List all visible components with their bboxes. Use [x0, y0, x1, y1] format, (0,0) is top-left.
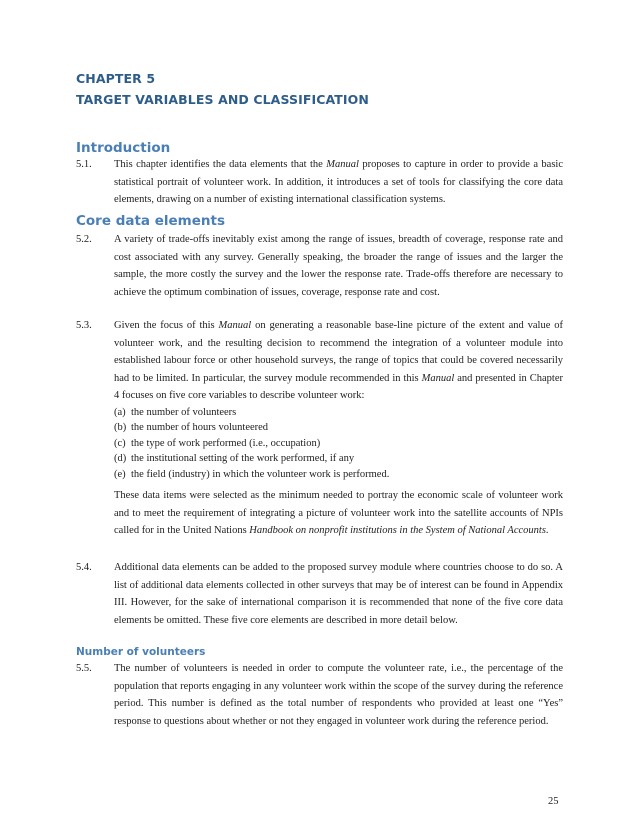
paragraph-number: 5.4. — [76, 562, 92, 573]
core-variables-list — [114, 405, 563, 482]
chapter-number: CHAPTER 5 — [76, 71, 156, 86]
list-item: (d) the institutional setting of the work performed, if any — [114, 453, 355, 465]
paragraph-text: The number of volunteers is needed in order to compute the volunteer rate, i.e., the percentage of the population that reports engaging in any volunteer work within the scope of the survey during the reference period. This number is defined as the total number of respondents who provided at least one “Yes” response to questions about whether or not they engaged in volunteer work during the reference period. — [114, 663, 563, 727]
list-item: (b) the number of hours volunteered — [114, 422, 269, 434]
paragraph-number: 5.1. — [76, 159, 92, 170]
list-item: (c) the type of work performed (i.e., occupation) — [114, 437, 321, 449]
paragraph-number: 5.3. — [76, 320, 92, 331]
paragraph-5-1 — [76, 156, 563, 209]
chapter-title: TARGET VARIABLES AND CLASSIFICATION — [76, 92, 369, 107]
page-number: 25 — [548, 796, 559, 807]
paragraph-5-5 — [76, 660, 563, 730]
paragraph-text: Additional data elements can be added to the proposed survey module where countries choose to do so. A list of additional data elements collected in other surveys that may be of interest can be found in Appendix III. However, for the sake of international comparison it is recommended that none of the five core data elements be omitted. These five core elements are described in more detail below. — [114, 562, 563, 626]
paragraph-text: These data items were selected as the minimum needed to portray the economic scale of volunteer work and to meet the requirement of integrating a picture of volunteer work into the satellite accounts of NPIs called for in the United Nations Handbook on nonprofit institutions in the System of National Accounts. — [114, 490, 563, 537]
paragraph-5-2 — [76, 231, 563, 301]
paragraph-5-3 — [76, 317, 563, 405]
paragraph-5-4 — [76, 559, 563, 629]
paragraph-5-3-continued — [76, 487, 563, 540]
heading-number-of-volunteers: Number of volunteers — [76, 646, 206, 658]
paragraph-number: 5.2. — [76, 234, 92, 245]
paragraph-text: Given the focus of this Manual on generating a reasonable base-line picture of the extent and value of volunteer work, and the resulting decision to recommend the integration of a volunteer module into established labour force or other household surveys, the range of topics that could be covered necessarily had to be limited. In particular, the survey module recommended in this Manual and presented in Chapter 4 focuses on five core variables to describe volunteer work: — [114, 320, 563, 402]
list-item: (e) the field (industry) in which the volunteer work is performed. — [114, 468, 390, 480]
list-item: (a) the number of volunteers — [114, 407, 237, 418]
heading-core-data-elements: Core data elements — [76, 213, 225, 229]
heading-introduction: Introduction — [76, 140, 171, 156]
paragraph-text: This chapter identifies the data elements that the Manual proposes to capture in order to provide a basic statistical portrait of volunteer work. In addition, it introduces a set of tools for classifying the core data elements, drawing on a number of existing international classification systems. — [114, 159, 563, 206]
paragraph-number: 5.5. — [76, 663, 92, 674]
paragraph-text: A variety of trade-offs inevitably exist among the range of issues, breadth of coverage, response rate and cost associated with any survey. Generally speaking, the broader the range of issues and the larger the sample, the more costly the survey and the lower the response rate. Trade-offs therefore are necessary to achieve the optimum combination of issues, coverage, response rate and cost. — [114, 234, 563, 298]
